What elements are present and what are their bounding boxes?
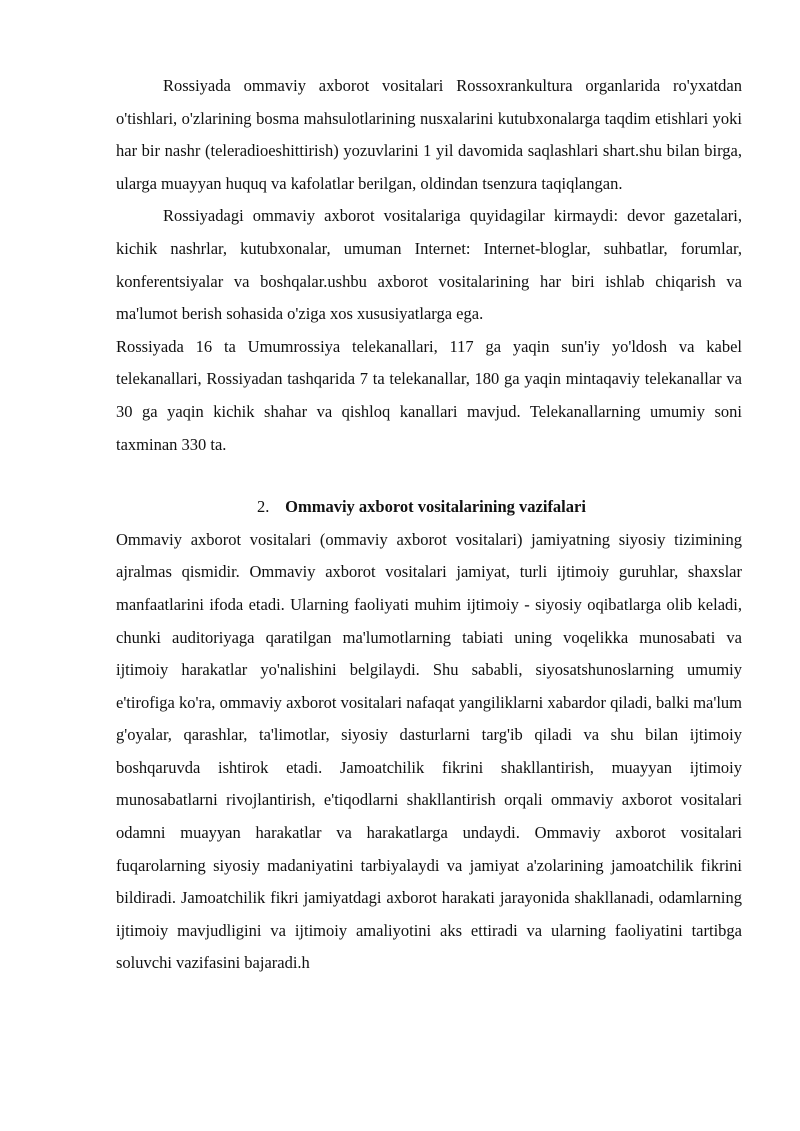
paragraph-not-included-media: Rossiyadagi ommaviy axborot vositalariga quyidagilar kirmaydi: devor gazetalari, kichik nashrlar, kutubxonalar, umuman Internet: Internet-bloglar, suhbatlar, forumlar, konferentsiyalar va boshqalar.ushbu axborot vositalarining har biri ishlab chiqarish va ma'lumot berish sohasida o'ziga xos xususiyatlarga ega. (116, 206, 742, 324)
paragraph-tv-channels: Rossiyada 16 ta Umumrossiya telekanallari, 117 ga yaqin sun'iy yo'ldosh va kabel telekanallari, Rossiyadan tashqarida 7 ta telekanallar, 180 ga yaqin mintaqaviy telekanallar va 30 ga yaqin kichik shahar va qishloq kanallari mavjud. Telekanallarning umumiy soni taxminan 330 ta. (116, 336, 742, 454)
document-page (116, 70, 742, 980)
section-title: Ommaviy axborot vositalarining vazifalari (285, 497, 586, 517)
paragraph-registration: Rossiyada ommaviy axborot vositalari Rossoxrankultura organlarida ro'yxatdan o'tishlari, o'zlarining bosma mahsulotlarining nusxalarini kutubxonalarga taqdim etishlari yoki har bir nashr (teleradioeshittirish) yozuvlarini 1 yil davomida saqlashlari shart.shu bilan birga, ularga muayyan huquq va kafolatlar berilgan, oldindan tsenzura taqiqlangan. (116, 76, 742, 193)
section-number: 2. (257, 497, 270, 517)
paragraph-media-functions: Ommaviy axborot vositalari (ommaviy axborot vositalari) jamiyatning siyosiy tizimining ajralmas qismidir. Ommaviy axborot vositalari jamiyat, turli ijtimoiy guruhlar, shaxslar manfaatlarini ifoda etadi. Ularning faoliyati muhim ijtimoiy - siyosiy oqibatlarga olib keladi, chunki auditoriyaga qaratilgan ma'lumotlarning tabiati uning voqelikka munosabati va ijtimoiy harakatlar yo'nalishini belgilaydi. Shu sababli, siyosatshunoslarning umumiy e'tirofiga ko'ra, ommaviy axborot vositalari nafaqat yangiliklarni xabardor qiladi, balki ma'lum g'oyalar, qarashlar, ta'limotlar, siyosiy dasturlarni targ'ib qiladi va shu bilan ijtimoiy boshqaruvda ishtirok etadi. Jamoatchilik fikrini shakllantirish, muayyan ijtimoiy munosabatlarni rivojlantirish, e'tiqodlarni shakllantirish orqali ommaviy axborot vositalari odamni muayyan harakatlar va harakatlarga undaydi. Ommaviy axborot vositalari fuqarolarning siyosiy madaniyatini tarbiyalaydi va jamiyat a'zolarining jamoatchilik fikrini bildiradi. Jamoatchilik fikri jamiyatdagi axborot harakati jarayonida shakllanadi, odamlarning ijtimoiy mavjudligini va ijtimoiy amaliyotini aks ettiradi va ularning faoliyatini tartibga soluvchi vazifasini bajaradi.h (116, 529, 742, 973)
section-heading (116, 491, 742, 524)
